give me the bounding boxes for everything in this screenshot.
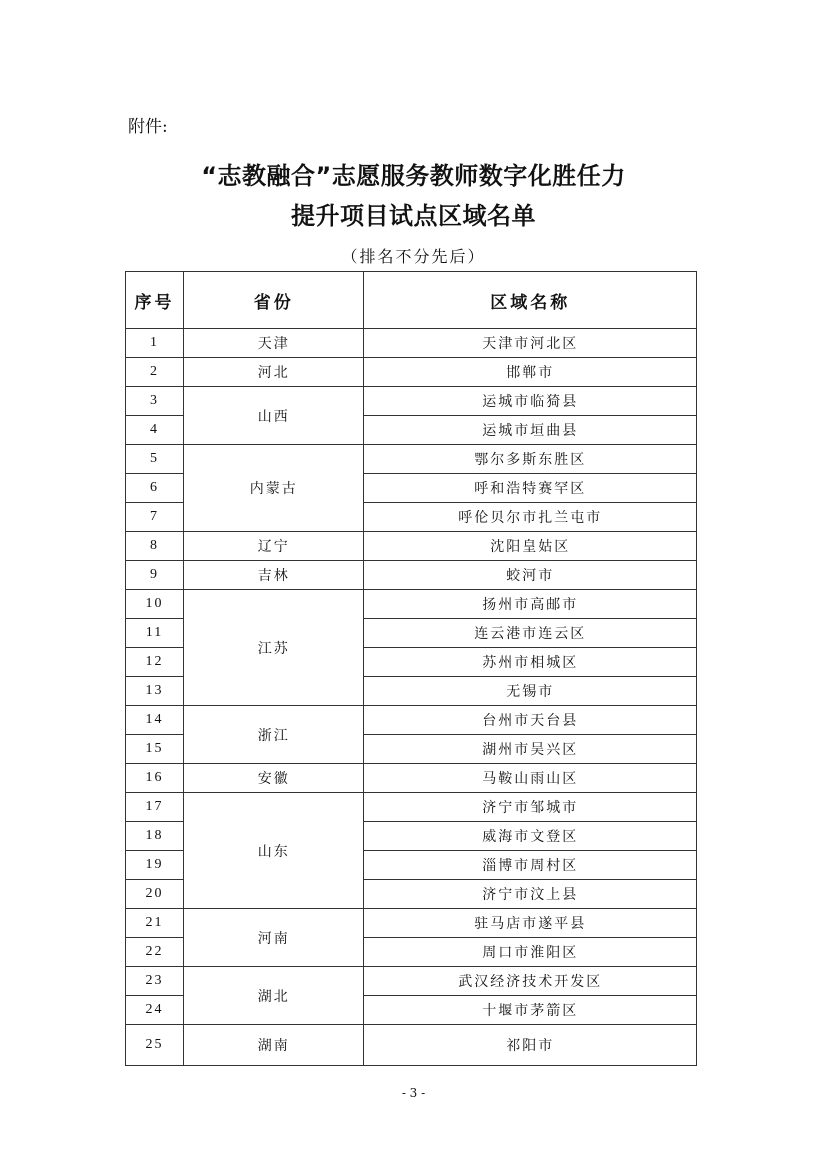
table-row xyxy=(126,764,697,793)
row-region: 呼伦贝尔市扎兰屯市 xyxy=(364,503,697,532)
row-province: 辽宁 xyxy=(184,532,364,561)
table-row xyxy=(126,1025,697,1066)
row-number: 18 xyxy=(126,822,184,851)
row-region: 周口市淮阳区 xyxy=(364,938,697,967)
row-province: 天津 xyxy=(184,329,364,358)
row-province: 山东 xyxy=(184,793,364,909)
row-number: 25 xyxy=(126,1025,184,1066)
row-number: 4 xyxy=(126,416,184,445)
row-region: 济宁市汶上县 xyxy=(364,880,697,909)
row-province: 江苏 xyxy=(184,590,364,706)
table-row xyxy=(126,532,697,561)
row-number: 14 xyxy=(126,706,184,735)
row-region: 苏州市相城区 xyxy=(364,648,697,677)
row-region: 无锡市 xyxy=(364,677,697,706)
attachment-label: 附件: xyxy=(128,117,168,137)
pilot-region-table xyxy=(125,271,697,1066)
row-region: 邯郸市 xyxy=(364,358,697,387)
row-region: 台州市天台县 xyxy=(364,706,697,735)
table-body xyxy=(126,329,697,1066)
table-row xyxy=(126,561,697,590)
row-number: 21 xyxy=(126,909,184,938)
row-number: 12 xyxy=(126,648,184,677)
row-number: 10 xyxy=(126,590,184,619)
document-title-line2: 提升项目试点区域名单 xyxy=(291,202,536,230)
row-province: 浙江 xyxy=(184,706,364,764)
header-province: 省份 xyxy=(184,272,364,329)
row-number: 24 xyxy=(126,996,184,1025)
row-number: 15 xyxy=(126,735,184,764)
row-province: 河南 xyxy=(184,909,364,967)
row-region: 淄博市周村区 xyxy=(364,851,697,880)
document-title-line1: “志教融合”志愿服务教师数字化胜任力 xyxy=(201,162,626,190)
row-region: 天津市河北区 xyxy=(364,329,697,358)
row-number: 8 xyxy=(126,532,184,561)
row-region: 鄂尔多斯东胜区 xyxy=(364,445,697,474)
row-region: 连云港市连云区 xyxy=(364,619,697,648)
row-region: 蛟河市 xyxy=(364,561,697,590)
row-region: 祁阳市 xyxy=(364,1025,697,1066)
row-province: 湖北 xyxy=(184,967,364,1025)
row-number: 7 xyxy=(126,503,184,532)
row-region: 威海市文登区 xyxy=(364,822,697,851)
row-number: 9 xyxy=(126,561,184,590)
row-region: 扬州市高邮市 xyxy=(364,590,697,619)
row-number: 23 xyxy=(126,967,184,996)
row-region: 沈阳皇姑区 xyxy=(364,532,697,561)
document-subtitle: （排名不分先后） xyxy=(341,247,486,266)
row-region: 十堰市茅箭区 xyxy=(364,996,697,1025)
row-number: 19 xyxy=(126,851,184,880)
table-row xyxy=(126,358,697,387)
row-province: 吉林 xyxy=(184,561,364,590)
row-province: 湖南 xyxy=(184,1025,364,1066)
row-number: 5 xyxy=(126,445,184,474)
row-number: 1 xyxy=(126,329,184,358)
table-row xyxy=(126,793,697,822)
row-region: 运城市临猗县 xyxy=(364,387,697,416)
row-number: 22 xyxy=(126,938,184,967)
row-number: 17 xyxy=(126,793,184,822)
row-region: 湖州市吴兴区 xyxy=(364,735,697,764)
header-region: 区域名称 xyxy=(364,272,697,329)
table-header-row xyxy=(126,272,697,329)
table-row xyxy=(126,329,697,358)
row-number: 3 xyxy=(126,387,184,416)
row-region: 武汉经济技术开发区 xyxy=(364,967,697,996)
page-number: - 3 - xyxy=(401,1086,426,1100)
row-region: 马鞍山雨山区 xyxy=(364,764,697,793)
table-row xyxy=(126,445,697,474)
row-province: 山西 xyxy=(184,387,364,445)
header-number: 序号 xyxy=(126,272,184,329)
table-row xyxy=(126,590,697,619)
row-number: 20 xyxy=(126,880,184,909)
table-row xyxy=(126,967,697,996)
row-region: 驻马店市遂平县 xyxy=(364,909,697,938)
row-province: 内蒙古 xyxy=(184,445,364,532)
row-number: 11 xyxy=(126,619,184,648)
row-region: 运城市垣曲县 xyxy=(364,416,697,445)
table-row xyxy=(126,706,697,735)
row-region: 济宁市邹城市 xyxy=(364,793,697,822)
table-row xyxy=(126,387,697,416)
row-province: 安徽 xyxy=(184,764,364,793)
row-number: 6 xyxy=(126,474,184,503)
row-number: 16 xyxy=(126,764,184,793)
row-province: 河北 xyxy=(184,358,364,387)
row-number: 13 xyxy=(126,677,184,706)
row-number: 2 xyxy=(126,358,184,387)
row-region: 呼和浩特赛罕区 xyxy=(364,474,697,503)
table-row xyxy=(126,909,697,938)
